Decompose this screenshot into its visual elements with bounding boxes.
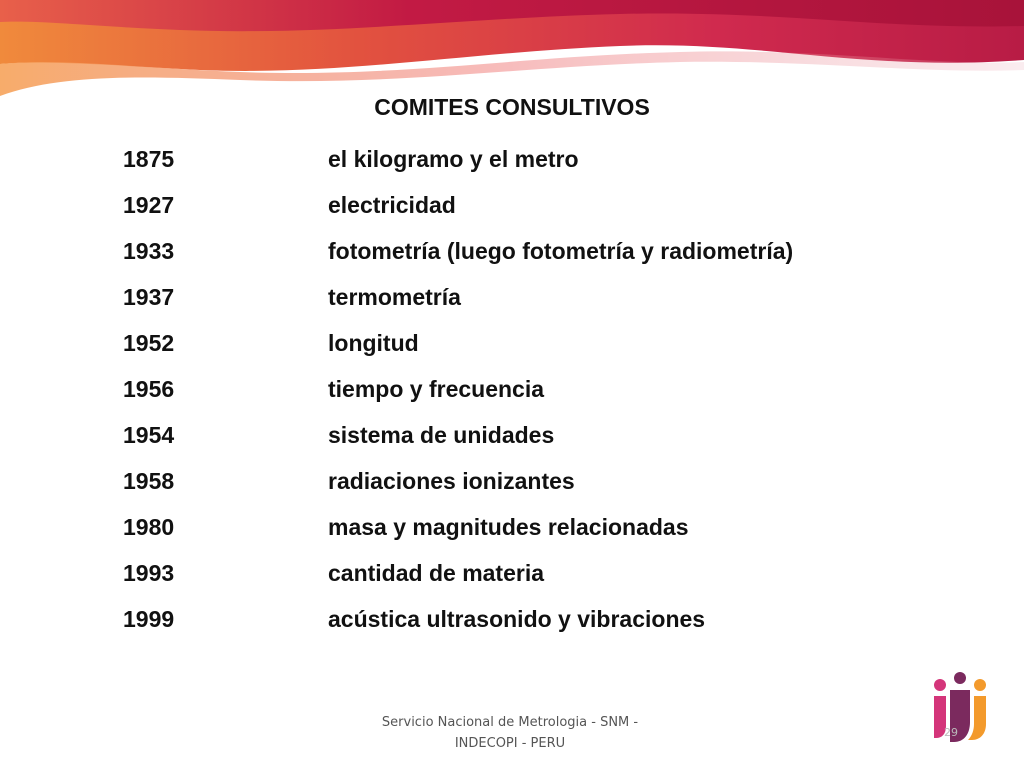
footer-text (330, 712, 690, 754)
slide-number: 29 (944, 726, 958, 739)
committee-row (123, 278, 943, 324)
committee-row (123, 416, 943, 462)
committee-year: 1999 (123, 606, 175, 632)
committee-year: 1980 (123, 514, 175, 540)
committee-row (123, 508, 943, 554)
committee-topic: termometría (328, 284, 461, 310)
committee-topic: longitud (328, 330, 419, 356)
committee-year: 1993 (123, 560, 175, 586)
committee-year: 1958 (123, 468, 175, 494)
committee-topic: radiaciones ionizantes (328, 468, 575, 494)
committee-row (123, 140, 943, 186)
committee-year: 1954 (123, 422, 175, 448)
committee-year: 1875 (123, 146, 175, 172)
committee-row (123, 324, 943, 370)
committee-topic: electricidad (328, 192, 456, 218)
slide-title: COMITES CONSULTIVOS (374, 94, 650, 120)
committee-year: 1952 (123, 330, 175, 356)
committee-row (123, 600, 943, 646)
committee-topic: cantidad de materia (328, 560, 545, 586)
indecopi-logo-icon (928, 672, 992, 744)
committee-row (123, 554, 943, 600)
committee-year: 1937 (123, 284, 175, 310)
footer-line-2: INDECOPI - PERU (454, 736, 566, 751)
committee-topic: fotometría (luego fotometría y radiometría) (328, 238, 794, 264)
committee-topic: sistema de unidades (328, 422, 555, 448)
committee-row (123, 232, 943, 278)
committee-year: 1927 (123, 192, 175, 218)
committee-topic: tiempo y frecuencia (328, 376, 545, 402)
committee-row (123, 462, 943, 508)
committee-row (123, 370, 943, 416)
committee-topic: el kilogramo y el metro (328, 146, 579, 172)
header-wave-band (0, 0, 1024, 100)
committee-list (123, 140, 943, 646)
committee-year: 1933 (123, 238, 175, 264)
committee-year: 1956 (123, 376, 175, 402)
committee-topic: acústica ultrasonido y vibraciones (328, 606, 706, 632)
committee-topic: masa y magnitudes relacionadas (328, 514, 689, 540)
footer-line-1: Servicio Nacional de Metrologia - SNM - (381, 715, 639, 730)
committee-row (123, 186, 943, 232)
